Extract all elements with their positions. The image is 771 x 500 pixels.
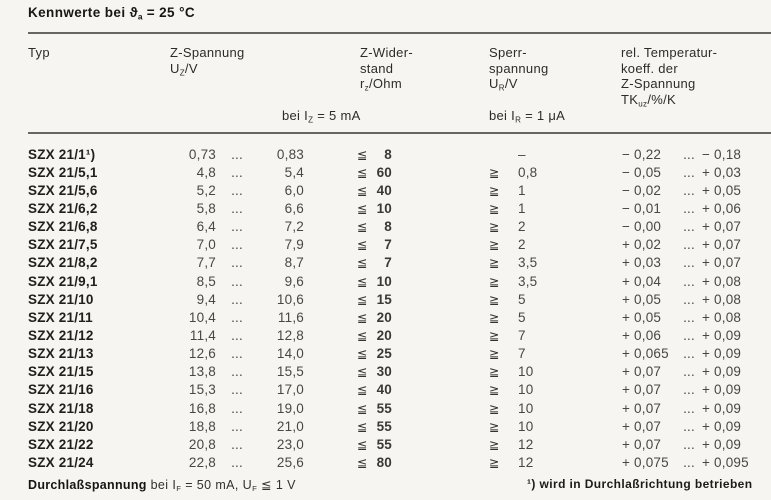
typ-cell: SZX 21/12 [28,327,94,343]
table-row [28,181,771,199]
less-equal-icon: ≦ [357,238,368,253]
symbol-unit: /%/K [647,91,676,107]
uz-min-cell: 16,8 [188,400,216,416]
uz-max-cell: 15,5 [276,364,304,380]
greater-equal-icon: ≧ [489,419,500,434]
greater-equal-icon: ≧ [489,201,500,216]
less-equal-icon: ≦ [357,383,368,398]
rz-cell: 7 [384,255,392,271]
range-dots: ... [231,400,243,416]
range-dots: ... [683,273,695,289]
header-symbol [621,92,717,112]
tk-max-cell: + 0,09 [702,418,742,434]
note-text: U [242,478,253,492]
tk-max-cell: + 0,09 [702,327,742,343]
greater-equal-icon: ≧ [489,455,500,470]
ur-cell: 10 [518,364,534,380]
ur-cell: 2 [518,237,526,253]
less-equal-icon: ≦ [357,256,368,271]
rz-cell: 8 [384,146,392,162]
uz-max-cell: 12,8 [276,327,304,343]
uz-min-cell: 10,4 [188,309,216,325]
symbol-sub: Z [179,67,185,77]
ur-cell: 5 [518,291,526,307]
greater-equal-icon: ≧ [489,401,500,416]
less-equal-icon: ≦ [357,347,368,362]
range-dots: ... [231,237,243,253]
uz-max-cell: 6,0 [284,182,304,198]
theta-symbol: ϑ [129,5,138,20]
typ-cell: SZX 21/20 [28,418,94,434]
title-temperature: = 25 °C [142,5,196,20]
note-sub: F [252,484,258,494]
uz-max-cell: 9,6 [284,273,304,289]
table-row [28,236,771,254]
greater-equal-icon: ≧ [489,220,500,235]
uz-max-cell: 17,0 [276,382,304,398]
range-dots: ... [683,255,695,271]
greater-equal-icon: ≧ [489,328,500,343]
table-row [28,326,771,344]
table-row [28,145,771,163]
typ-cell: SZX 21/13 [28,346,94,362]
uz-min-cell: 5,2 [196,182,216,198]
table-row [28,435,771,453]
less-equal-icon: ≦ [357,220,368,235]
column-header-temp-koeff [621,45,717,111]
tk-max-cell: + 0,09 [702,346,742,362]
uz-min-cell: 20,8 [188,436,216,452]
column-header-z-widerstand [360,45,413,96]
table-row [28,363,771,381]
typ-cell: SZX 21/1¹) [28,146,96,162]
rz-cell: 55 [376,436,392,452]
typ-cell: SZX 21/22 [28,436,94,452]
tk-max-cell: + 0,09 [702,364,742,380]
column-header-typ [28,45,50,61]
range-dots: ... [683,309,695,325]
tk-min-cell: − 0,01 [622,200,662,216]
uz-min-cell: 0,73 [188,146,216,162]
header-line: Z-Spannung [170,45,245,60]
tk-min-cell: + 0,07 [622,436,662,452]
uz-min-cell: 18,8 [188,418,216,434]
symbol-base: r [360,76,365,91]
tk-min-cell: + 0,07 [622,400,662,416]
symbol-base: TK [621,91,639,107]
range-dots: ... [683,364,695,380]
range-dots: ... [683,146,695,162]
less-equal-icon: ≦ [357,455,368,470]
tk-min-cell: − 0,02 [622,182,662,198]
uz-max-cell: 8,7 [284,255,304,271]
rz-cell: 55 [376,418,392,434]
symbol-sub: uz [638,98,648,108]
table-row [28,163,771,181]
tk-max-cell: + 0,06 [702,200,742,216]
uz-max-cell: 10,6 [276,291,304,307]
range-dots: ... [683,346,695,362]
table-row [28,272,771,290]
note-text: = 50 mA, [181,478,243,492]
rz-cell: 55 [376,400,392,416]
ur-cell: 7 [518,327,526,343]
greater-equal-icon: ≧ [489,274,500,289]
header-line: koeff. der [621,60,678,76]
uz-min-cell: 6,4 [196,219,216,235]
tk-min-cell: + 0,07 [622,364,662,380]
tk-min-cell: + 0,065 [622,346,669,362]
header-line: stand [360,60,394,76]
divider-top [28,32,771,34]
ur-cell: – [518,146,526,162]
range-dots: ... [231,255,243,271]
header-typ-label: Typ [28,45,50,60]
tk-max-cell: + 0,03 [702,164,742,180]
column-header-sperrspannung [489,45,549,96]
condition-text: bei I [489,108,516,123]
header-line: spannung [489,60,549,76]
ur-cell: 3,5 [518,273,538,289]
uz-max-cell: 6,6 [284,200,304,216]
rz-cell: 20 [376,309,392,325]
symbol-base: U [170,60,180,76]
note-text: bei I [146,478,177,492]
ur-cell: 0,8 [518,164,538,180]
uz-min-cell: 12,6 [188,346,216,362]
typ-cell: SZX 21/10 [28,291,94,307]
tk-min-cell: − 0,05 [622,164,662,180]
less-equal-icon: ≦ [357,183,368,198]
less-equal-icon: ≦ [357,437,368,452]
tk-max-cell: + 0,08 [702,291,742,307]
tk-max-cell: + 0,08 [702,273,742,289]
typ-cell: SZX 21/5,6 [28,182,98,198]
greater-equal-icon: ≧ [489,238,500,253]
symbol-unit: /Ohm [368,76,402,91]
uz-min-cell: 8,5 [196,273,216,289]
range-dots: ... [231,382,243,398]
condition-iz [282,108,361,124]
range-dots: ... [683,382,695,398]
table-row [28,290,771,308]
range-dots: ... [231,182,243,198]
rz-cell: 20 [376,327,392,343]
ur-cell: 10 [518,382,534,398]
range-dots: ... [683,200,695,216]
uz-max-cell: 7,2 [284,219,304,235]
greater-equal-icon: ≧ [489,183,500,198]
rz-cell: 40 [376,182,392,198]
greater-equal-icon: ≧ [489,256,500,271]
uz-min-cell: 13,8 [188,364,216,380]
greater-equal-icon: ≧ [489,347,500,362]
tk-min-cell: + 0,06 [622,327,662,343]
tk-max-cell: + 0,07 [702,255,742,271]
ur-cell: 10 [518,400,534,416]
table-row [28,254,771,272]
theta-subscript: a [137,11,143,22]
ur-cell: 2 [518,219,526,235]
range-dots: ... [231,327,243,343]
less-equal-icon: ≦ [357,419,368,434]
tk-min-cell: + 0,02 [622,237,662,253]
header-line: rel. Temperatur- [621,45,718,60]
range-dots: ... [683,327,695,343]
rz-cell: 40 [376,382,392,398]
less-equal-icon: ≦ [357,201,368,216]
table-row [28,345,771,363]
page-title [28,5,195,21]
symbol-sub: R [498,83,505,93]
condition-value: = 1 μA [521,108,566,123]
range-dots: ... [231,309,243,325]
range-dots: ... [683,400,695,416]
symbol-sub: z [364,83,369,93]
tk-min-cell: + 0,075 [622,454,669,470]
divider-header [28,132,771,134]
header-line: Z-Spannung [621,76,696,91]
typ-cell: SZX 21/6,2 [28,200,98,216]
ur-cell: 12 [518,454,534,470]
table-row [28,218,771,236]
table-row [28,199,771,217]
header-symbol [360,76,413,96]
condition-ir [489,108,565,124]
range-dots: ... [231,273,243,289]
uz-min-cell: 7,7 [196,255,216,271]
rz-cell: 10 [376,273,392,289]
range-dots: ... [231,436,243,452]
uz-max-cell: 21,0 [276,418,304,434]
tk-max-cell: + 0,095 [702,454,749,470]
tk-min-cell: + 0,07 [622,418,662,434]
symbol-unit: /V [184,60,198,76]
rz-cell: 30 [376,364,392,380]
typ-cell: SZX 21/15 [28,364,94,380]
uz-min-cell: 7,0 [196,237,216,253]
uz-max-cell: 14,0 [276,346,304,362]
uz-max-cell: 25,6 [276,454,304,470]
table-row [28,308,771,326]
typ-cell: SZX 21/16 [28,382,94,398]
less-equal-icon: ≦ [357,401,368,416]
range-dots: ... [231,219,243,235]
tk-min-cell: + 0,04 [622,273,662,289]
rz-cell: 80 [376,454,392,470]
column-header-z-spannung [170,45,245,80]
symbol-base: U [489,76,499,91]
range-dots: ... [231,346,243,362]
range-dots: ... [231,364,243,380]
footnote-text: wird in Durchlaßrichtung betrieben [535,477,753,491]
title-text: Kennwerte bei [28,5,130,20]
tk-min-cell: − 0,22 [622,146,662,162]
typ-cell: SZX 21/5,1 [28,164,98,180]
typ-cell: SZX 21/9,1 [28,273,98,289]
tk-min-cell: + 0,05 [622,309,662,325]
less-equal-icon: ≦ [357,165,368,180]
uz-max-cell: 5,4 [284,164,304,180]
greater-equal-icon: ≧ [489,365,500,380]
uz-min-cell: 15,3 [188,382,216,398]
ur-cell: 10 [518,418,534,434]
greater-equal-icon: ≧ [489,165,500,180]
greater-equal-icon: ≧ [489,292,500,307]
rz-cell: 60 [376,164,392,180]
ur-cell: 12 [518,436,534,452]
uz-min-cell: 5,8 [196,200,216,216]
greater-equal-icon: ≧ [489,310,500,325]
tk-max-cell: − 0,18 [702,146,742,162]
range-dots: ... [231,164,243,180]
footnote [527,477,752,491]
typ-cell: SZX 21/18 [28,400,94,416]
rz-cell: 7 [384,237,392,253]
table-body [28,145,771,472]
tk-max-cell: + 0,07 [702,219,742,235]
range-dots: ... [231,291,243,307]
tk-max-cell: + 0,07 [702,237,742,253]
uz-min-cell: 4,8 [196,164,216,180]
rz-cell: 25 [376,346,392,362]
tk-max-cell: + 0,08 [702,309,742,325]
range-dots: ... [683,164,695,180]
range-dots: ... [683,219,695,235]
rz-cell: 15 [376,291,392,307]
typ-cell: SZX 21/24 [28,454,94,470]
uz-max-cell: 19,0 [276,400,304,416]
note-text: ≦ 1 V [257,478,296,492]
ur-cell: 1 [518,182,526,198]
header-line: Sperr- [489,45,527,60]
table-row [28,417,771,435]
rz-cell: 8 [384,219,392,235]
tk-min-cell: + 0,03 [622,255,662,271]
range-dots: ... [683,436,695,452]
less-equal-icon: ≦ [357,147,368,162]
uz-min-cell: 22,8 [188,454,216,470]
greater-equal-icon: ≧ [489,437,500,452]
table-row [28,399,771,417]
less-equal-icon: ≦ [357,310,368,325]
ur-cell: 3,5 [518,255,538,271]
note-bold-text: Durchlaßspannung [28,478,147,492]
condition-text: bei I [282,108,309,123]
less-equal-icon: ≦ [357,328,368,343]
range-dots: ... [683,454,695,470]
header-symbol [170,61,245,81]
ur-cell: 5 [518,309,526,325]
range-dots: ... [683,237,695,253]
condition-value: = 5 mA [313,108,361,123]
tk-max-cell: + 0,09 [702,382,742,398]
note-sub: F [176,484,182,494]
uz-min-cell: 9,4 [196,291,216,307]
uz-max-cell: 11,6 [277,309,304,325]
tk-min-cell: + 0,05 [622,291,662,307]
range-dots: ... [231,454,243,470]
rz-cell: 10 [376,200,392,216]
typ-cell: SZX 21/6,8 [28,219,98,235]
footnote-marker: ¹) [527,477,536,491]
tk-max-cell: + 0,09 [702,400,742,416]
table-row [28,453,771,471]
condition-sub: Z [308,115,314,125]
range-dots: ... [683,182,695,198]
tk-max-cell: + 0,09 [702,436,742,452]
range-dots: ... [231,418,243,434]
range-dots: ... [231,146,243,162]
tk-min-cell: + 0,07 [622,382,662,398]
tk-max-cell: + 0,05 [702,182,742,198]
symbol-unit: /V [504,76,518,91]
tk-min-cell: − 0,00 [622,219,662,235]
table-row [28,381,771,399]
forward-voltage-note [28,477,296,493]
header-line: Z-Wider- [360,45,413,60]
ur-cell: 1 [518,200,526,216]
header-symbol [489,76,549,96]
less-equal-icon: ≦ [357,292,368,307]
range-dots: ... [683,291,695,307]
greater-equal-icon: ≧ [489,383,500,398]
less-equal-icon: ≦ [357,274,368,289]
less-equal-icon: ≦ [357,365,368,380]
range-dots: ... [683,418,695,434]
typ-cell: SZX 21/7,5 [28,237,98,253]
typ-cell: SZX 21/8,2 [28,255,98,271]
uz-min-cell: 11,4 [189,327,216,343]
uz-max-cell: 0,83 [276,146,304,162]
condition-sub: R [515,115,522,125]
uz-max-cell: 7,9 [284,237,304,253]
range-dots: ... [231,200,243,216]
typ-cell: SZX 21/11 [28,309,93,325]
uz-max-cell: 23,0 [276,436,304,452]
ur-cell: 7 [518,346,526,362]
